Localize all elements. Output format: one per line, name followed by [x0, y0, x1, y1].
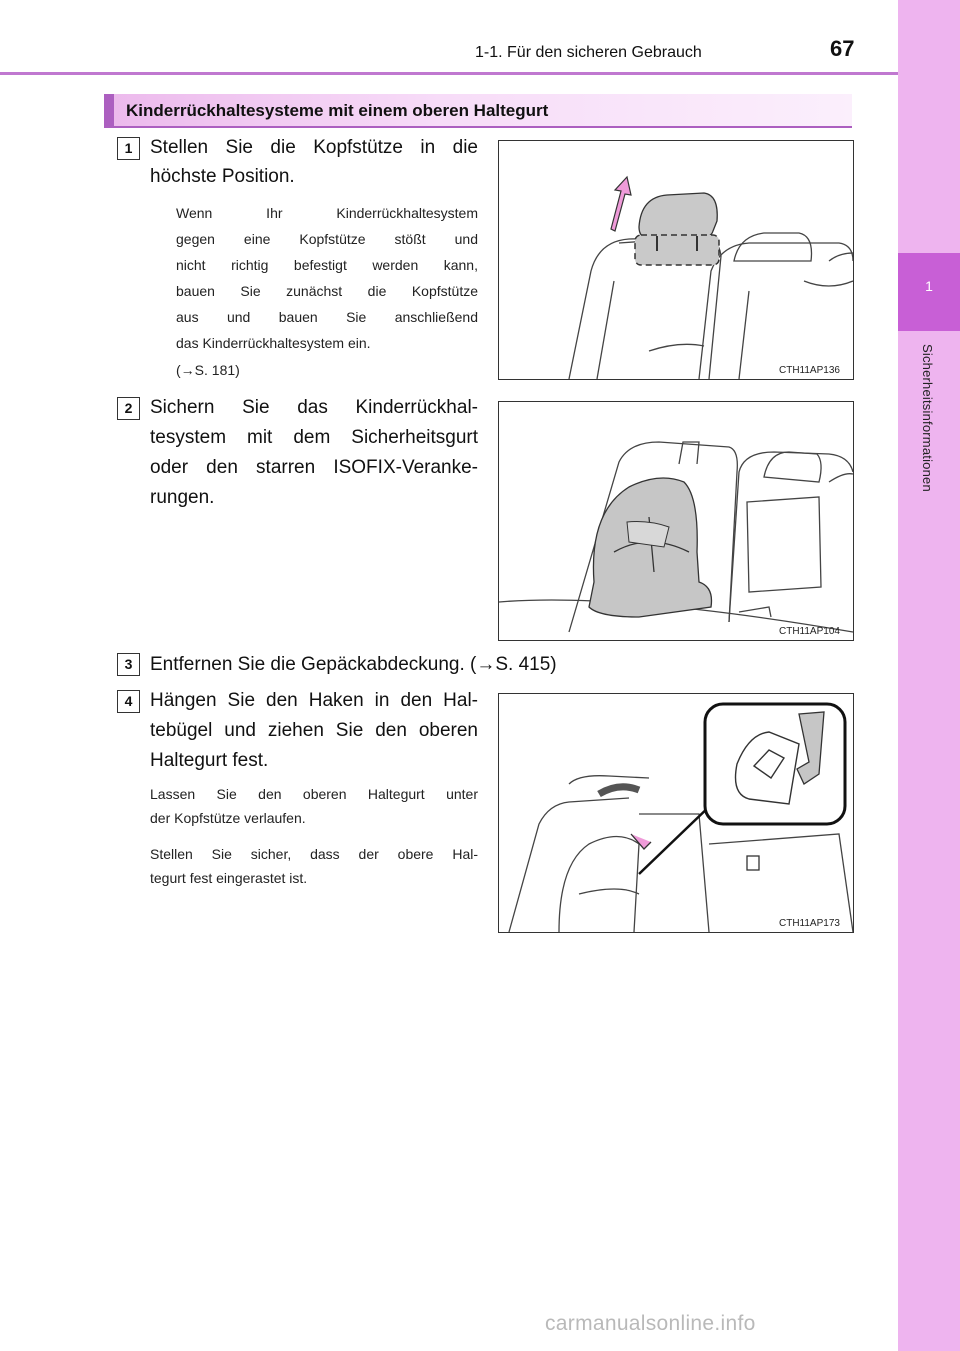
child-seat-illustration	[499, 402, 853, 640]
step-4-note-1	[150, 782, 478, 830]
section-title: Kinderrückhaltesysteme mit einem oberen Haltegurt	[126, 101, 549, 120]
step-3-number: 3	[117, 653, 140, 676]
step-4-note-1-line-1: Lassen Sie den oberen Haltegurt unter	[150, 786, 478, 802]
child-seat-shell	[589, 478, 712, 617]
chapter-label: Sicherheitsinformationen	[920, 344, 935, 492]
step-1-line-1: Stellen Sie die Kopfstütze in die	[150, 137, 478, 158]
figure-1-code: CTH11AP136	[779, 365, 840, 376]
detail-inset-frame	[705, 704, 845, 824]
step-2-line-2: tesystem mit dem Sicherheitsgurt	[150, 427, 478, 448]
step-3-text: Entfernen Sie die Gepäckabdeckung. (→S. 415)	[150, 654, 557, 675]
step-2-line-3: oder den starren ISOFIX-Veranke-	[150, 457, 478, 478]
step-1-line-2: höchste Position.	[150, 166, 295, 187]
section-accent-bar	[104, 94, 114, 128]
step-1-text	[150, 133, 478, 191]
step-2-line-1: Sichern Sie das Kinderrückhal-	[150, 397, 478, 418]
figure-headrest	[498, 140, 854, 380]
step-4-note-2-line-2: tegurt fest eingerastet ist.	[150, 870, 308, 886]
figure-2-code: CTH11AP104	[779, 626, 840, 637]
step-1-note-line-2: gegen eine Kopfstütze stößt und	[176, 231, 478, 247]
headrest-stay-highlight	[635, 235, 719, 265]
watermark: carmanualsonline.info	[545, 1312, 756, 1335]
chapter-side-bar	[898, 0, 960, 1351]
step-2-number: 2	[117, 397, 140, 420]
up-arrow-icon	[611, 177, 631, 231]
page-number: 67	[830, 36, 855, 61]
section-heading-box	[104, 94, 852, 128]
running-header: 1-1. Für den sicheren Gebrauch	[475, 44, 702, 61]
figure-tether-hook	[498, 693, 854, 933]
step-2-line-4: rungen.	[150, 487, 215, 508]
step-4-line-2: tebügel und ziehen Sie den oberen	[150, 720, 478, 741]
step-1-note-line-6: das Kinderrückhaltesystem ein.	[176, 335, 371, 351]
step-1-number: 1	[117, 137, 140, 160]
tether-hook-illustration	[499, 694, 853, 932]
header-rule	[0, 72, 898, 75]
step-1-note	[176, 200, 478, 356]
figure-child-seat	[498, 401, 854, 641]
step-1-note-line-3: nicht richtig befestigt werden kann,	[176, 257, 478, 273]
step-4-number: 4	[117, 690, 140, 713]
step-4-note-1-line-2: der Kopfstütze verlaufen.	[150, 810, 306, 826]
headrest-shape	[639, 193, 717, 238]
step-4-note-2	[150, 842, 478, 890]
step-4-text	[150, 686, 478, 776]
step-4-note-2-line-1: Stellen Sie sicher, dass der obere Hal-	[150, 846, 478, 862]
step-1-note-line-4: bauen Sie zunächst die Kopfstütze	[176, 283, 478, 299]
step-1-page-reference: (→S. 181)	[176, 362, 240, 378]
step-4-line-1: Hängen Sie den Haken in den Hal-	[150, 690, 478, 711]
chapter-number: 1	[925, 278, 933, 294]
step-4-line-3: Haltegurt fest.	[150, 750, 269, 771]
figure-4-code: CTH11AP173	[779, 918, 840, 929]
headrest-illustration	[499, 141, 853, 379]
step-1-note-line-5: aus und bauen Sie anschließend	[176, 309, 478, 325]
step-2-text	[150, 393, 478, 513]
step-1-note-line-1: Wenn Ihr Kinderrückhaltesystem	[176, 205, 478, 221]
